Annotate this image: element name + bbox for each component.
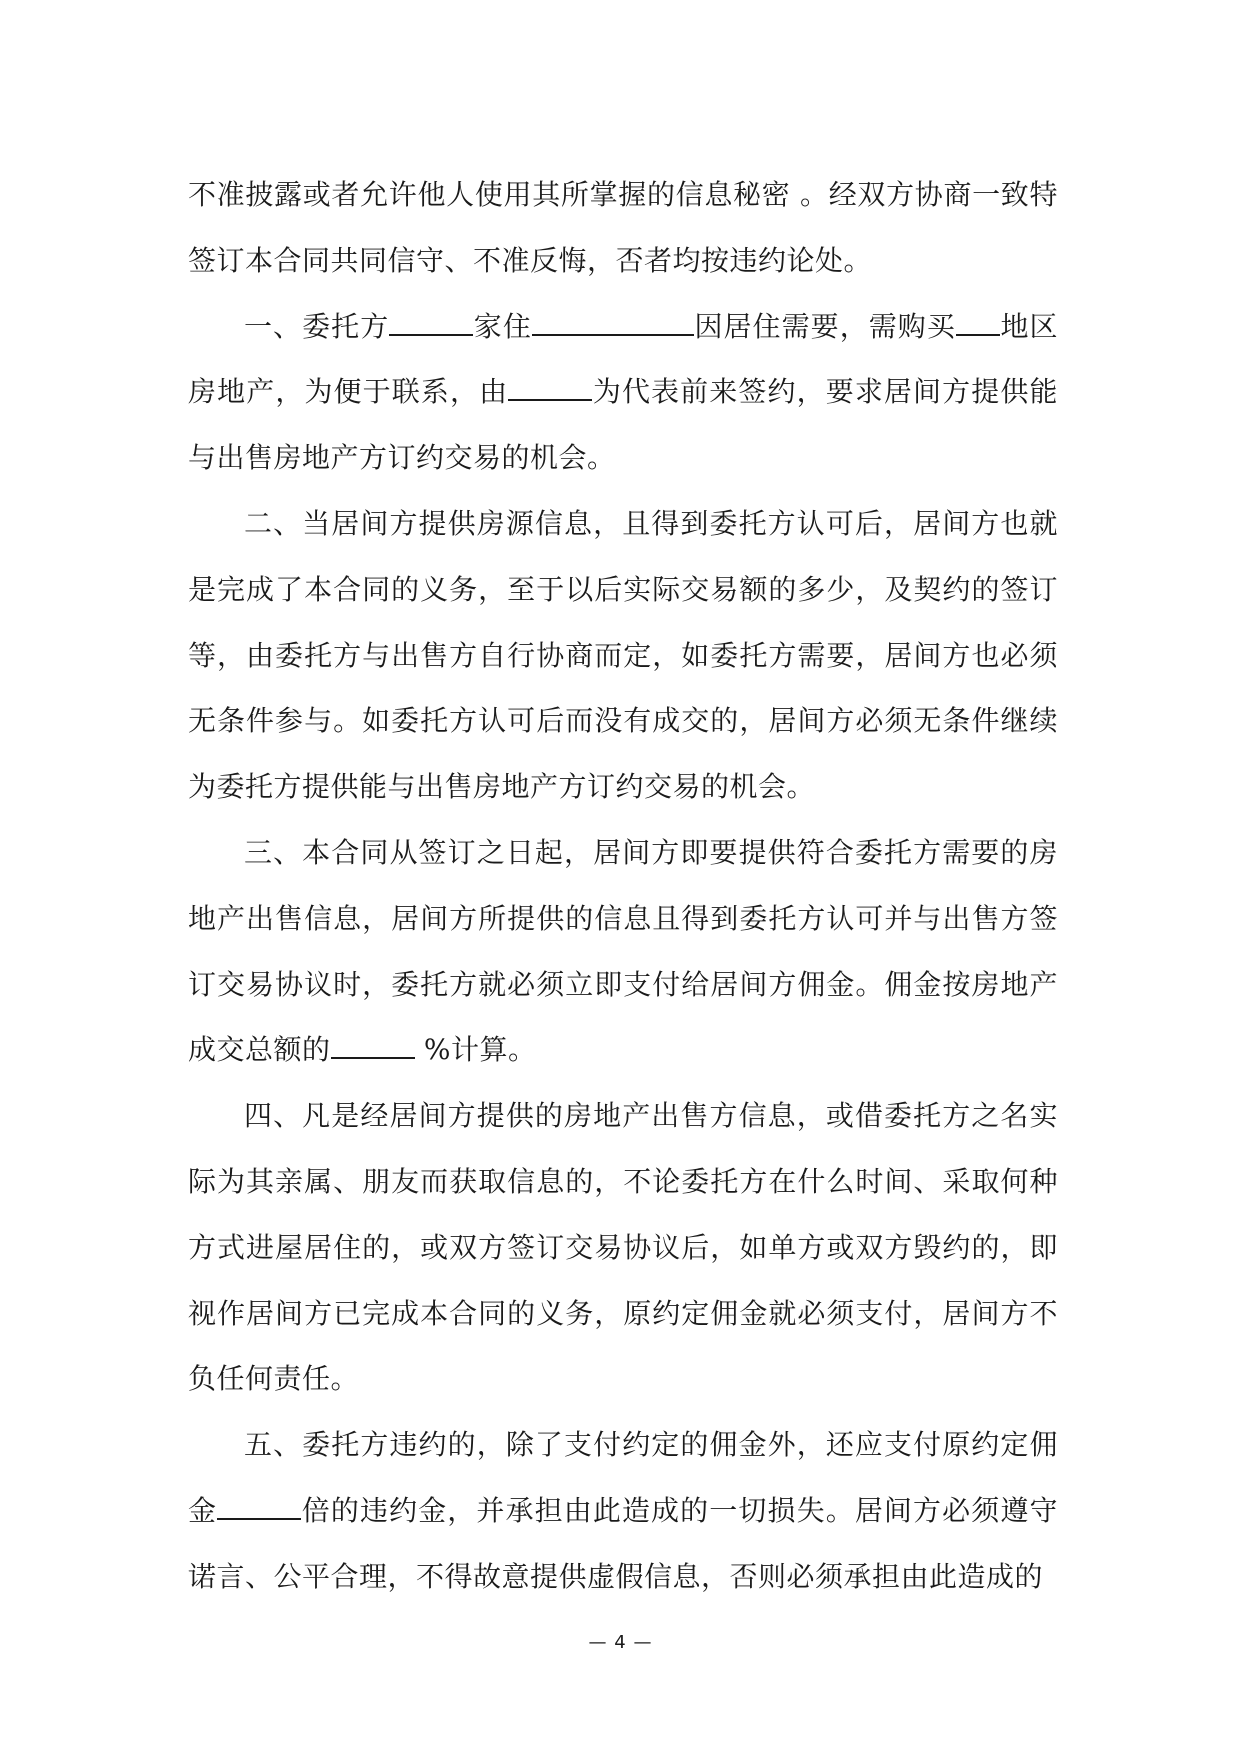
paragraph-text: 不准披露或者允许他人使用其所掌握的信息秘密 。经双方协商一致特签订本合同共同信守、不准反悔，否者均按违约论处。 <box>188 178 1058 277</box>
purchase-region-blank <box>956 310 1000 336</box>
clause-one-text-c: 因居住需要，需购买 <box>693 309 956 343</box>
clause-five <box>188 1412 1058 1609</box>
document-body <box>188 162 1058 1610</box>
client-name-blank <box>389 310 473 336</box>
clause-four-text: 四、凡是经居间方提供的房地产出售方信息，或借委托方之名实际为其亲属、朋友而获取信息的，不论委托方在什么时间、采取何种方式进屋居住的，或双方签订交易协议后，如单方或双方毁约的，即视作居间方已完成本合同的义务，原约定佣金就必须支付，居间方不负任何责任。 <box>188 1099 1058 1396</box>
page-number: — 4 — <box>588 1632 653 1653</box>
clause-one-text-a: 一、委托方 <box>244 309 390 343</box>
clause-one-text-d: 地区房地产，为便于联系，由 <box>188 309 1058 409</box>
representative-blank <box>508 375 592 401</box>
clause-one <box>188 294 1058 491</box>
clause-one-text-b: 家住 <box>473 309 532 343</box>
paragraph-continuation <box>188 162 1058 294</box>
clause-three-text-b: %计算。 <box>414 1033 537 1067</box>
clause-four <box>188 1083 1058 1412</box>
clause-one-text-e: 为代表前来签约，要求居间方提供能与出售房地产方订约交易的机会。 <box>188 375 1058 475</box>
client-address-blank <box>532 310 694 336</box>
clause-five-text-b: 倍的违约金，并承担由此造成的一切损失。居间方必须遵守诺言、公平合理，不得故意提供虚假信息，否则必须承担由此造成的 <box>188 1493 1058 1593</box>
clause-three-text-a: 三、本合同从签订之日起，居间方即要提供符合委托方需要的房地产出售信息，居间方所提供的信息且得到委托方认可并与出售方签订交易协议时，委托方就必须立即支付给居间方佣金。佣金按房地产成交总额的 <box>188 835 1058 1067</box>
commission-rate-blank <box>331 1033 415 1059</box>
clause-two-text: 二、当居间方提供房源信息，且得到委托方认可后，居间方也就是完成了本合同的义务，至于以后实际交易额的多少，及契约的签订等，由委托方与出售方自行协商而定，如委托方需要，居间方也必须无条件参与。如委托方认可后而没有成交的，居间方必须无条件继续为委托方提供能与出售房地产方订约交易的机会。 <box>188 506 1058 804</box>
clause-five-text-a: 五、委托方违约的，除了支付约定的佣金外，还应支付原约定佣金 <box>188 1428 1058 1527</box>
clause-two <box>188 491 1058 820</box>
penalty-multiple-blank <box>217 1494 301 1520</box>
clause-three <box>188 820 1058 1083</box>
